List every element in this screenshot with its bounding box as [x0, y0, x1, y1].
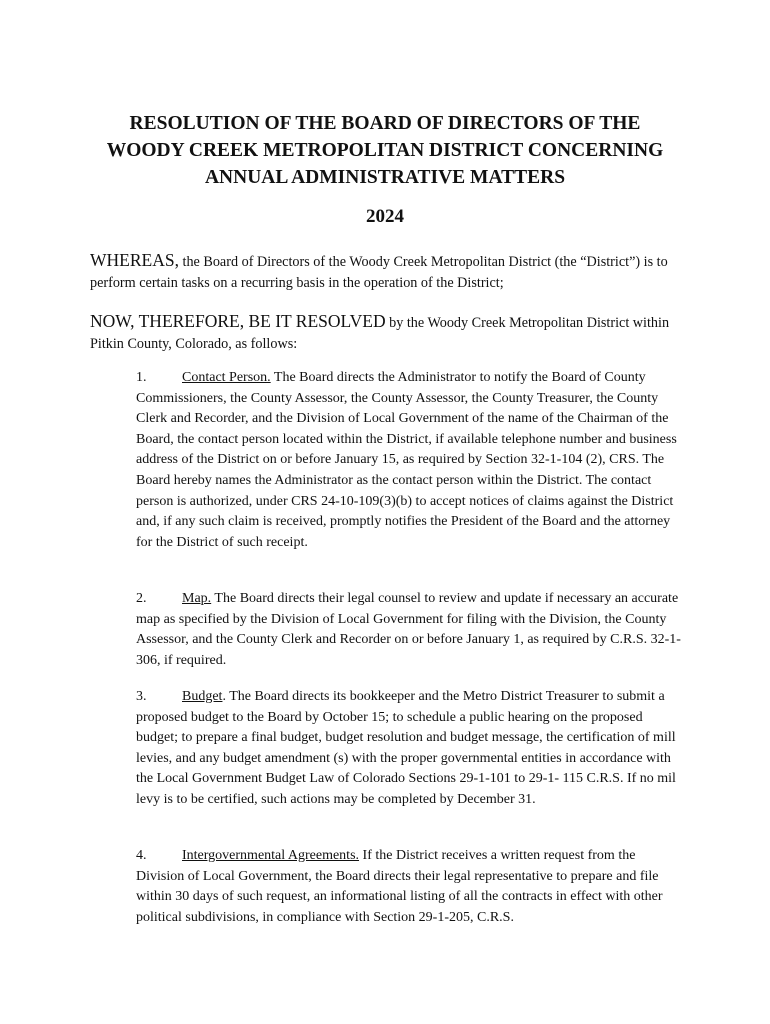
item-heading: Budget: [182, 689, 223, 704]
title-line: ANNUAL ADMINISTRATIVE MATTERS: [204, 167, 566, 188]
whereas-text: the Board of Directors of the Woody Creek Metropolitan District (the “District”) is to perform certain tasks on a recurring basis in the operation of the District;: [90, 254, 668, 291]
resolved-paragraph: [90, 311, 690, 355]
resolution-item-contact-person: [136, 368, 686, 553]
resolved-lead: NOW, THEREFORE, BE IT RESOLVED: [90, 311, 386, 331]
item-text: If the District receives a written request from the Division of Local Government, the Board directs their legal representative to prepare and file within 30 days of such request, an informational listing of all the contracts in effect with other political subdivisions, in compliance with Section 29-1-205, C.R.S.: [136, 848, 663, 925]
resolution-item-budget: [136, 687, 686, 811]
title-line: RESOLUTION OF THE BOARD OF DIRECTORS OF THE: [129, 113, 641, 134]
resolution-item-intergovernmental-agreements: [136, 846, 686, 928]
item-text: . The Board directs its bookkeeper and the Metro District Treasurer to submit a proposed budget to the Board by October 15; to schedule a public hearing on the proposed budget; to prepare a final budget, budget resolution and budget message, the certification of mill levies, and any budget amendment (s) with the proper governmental entities in accordance with the Local Government Budget Law of Colorado Sections 29-1-101 to 29-1- 115 C.R.S. If no mil levy is to be certified, such actions may be completed by December 31.: [136, 689, 676, 807]
resolved-text: by the Woody Creek Metropolitan District within Pitkin County, Colorado, as follows:: [90, 315, 670, 352]
document-title: [60, 110, 710, 191]
item-number: 4.: [136, 848, 147, 863]
item-number: 3.: [136, 689, 147, 704]
item-heading: Contact Person.: [182, 370, 271, 385]
title-line: WOODY CREEK METROPOLITAN DISTRICT CONCERNING: [106, 140, 664, 161]
item-heading: Intergovernmental Agreements.: [182, 848, 360, 863]
item-number: 2.: [136, 591, 147, 606]
item-text: The Board directs the Administrator to notify the Board of County Commissioners, the County Assessor, the County Assessor, the County Treasurer, the County Clerk and Recorder, and the Division of Local Government of the name of the Chairman of the Board, the contact person located within the District, if available telephone number and business address of the District on or before January 15, as required by Section 32-1-104 (2), CRS. The Board hereby names the Administrator as the contact person within the District. The contact person is authorized, under CRS 24-10-109(3)(b) to accept notices of claims against the District and, if any such claim is received, promptly notifies the President of the Board and the attorney for the District of such receipt.: [136, 370, 677, 550]
whereas-lead: WHEREAS,: [90, 250, 179, 270]
item-text: The Board directs their legal counsel to review and update if necessary an accurate map as specified by the Division of Local Government for filing with the Division, the County Assessor, and the County Clerk and Recorder on or before January 1, as required by C.R.S. 32-1-306, if required.: [136, 591, 681, 668]
resolution-item-map: [136, 589, 686, 671]
item-number: 1.: [136, 370, 147, 385]
whereas-paragraph: [90, 250, 690, 294]
item-heading: Map.: [182, 591, 212, 606]
document-year: 2024: [366, 206, 404, 227]
